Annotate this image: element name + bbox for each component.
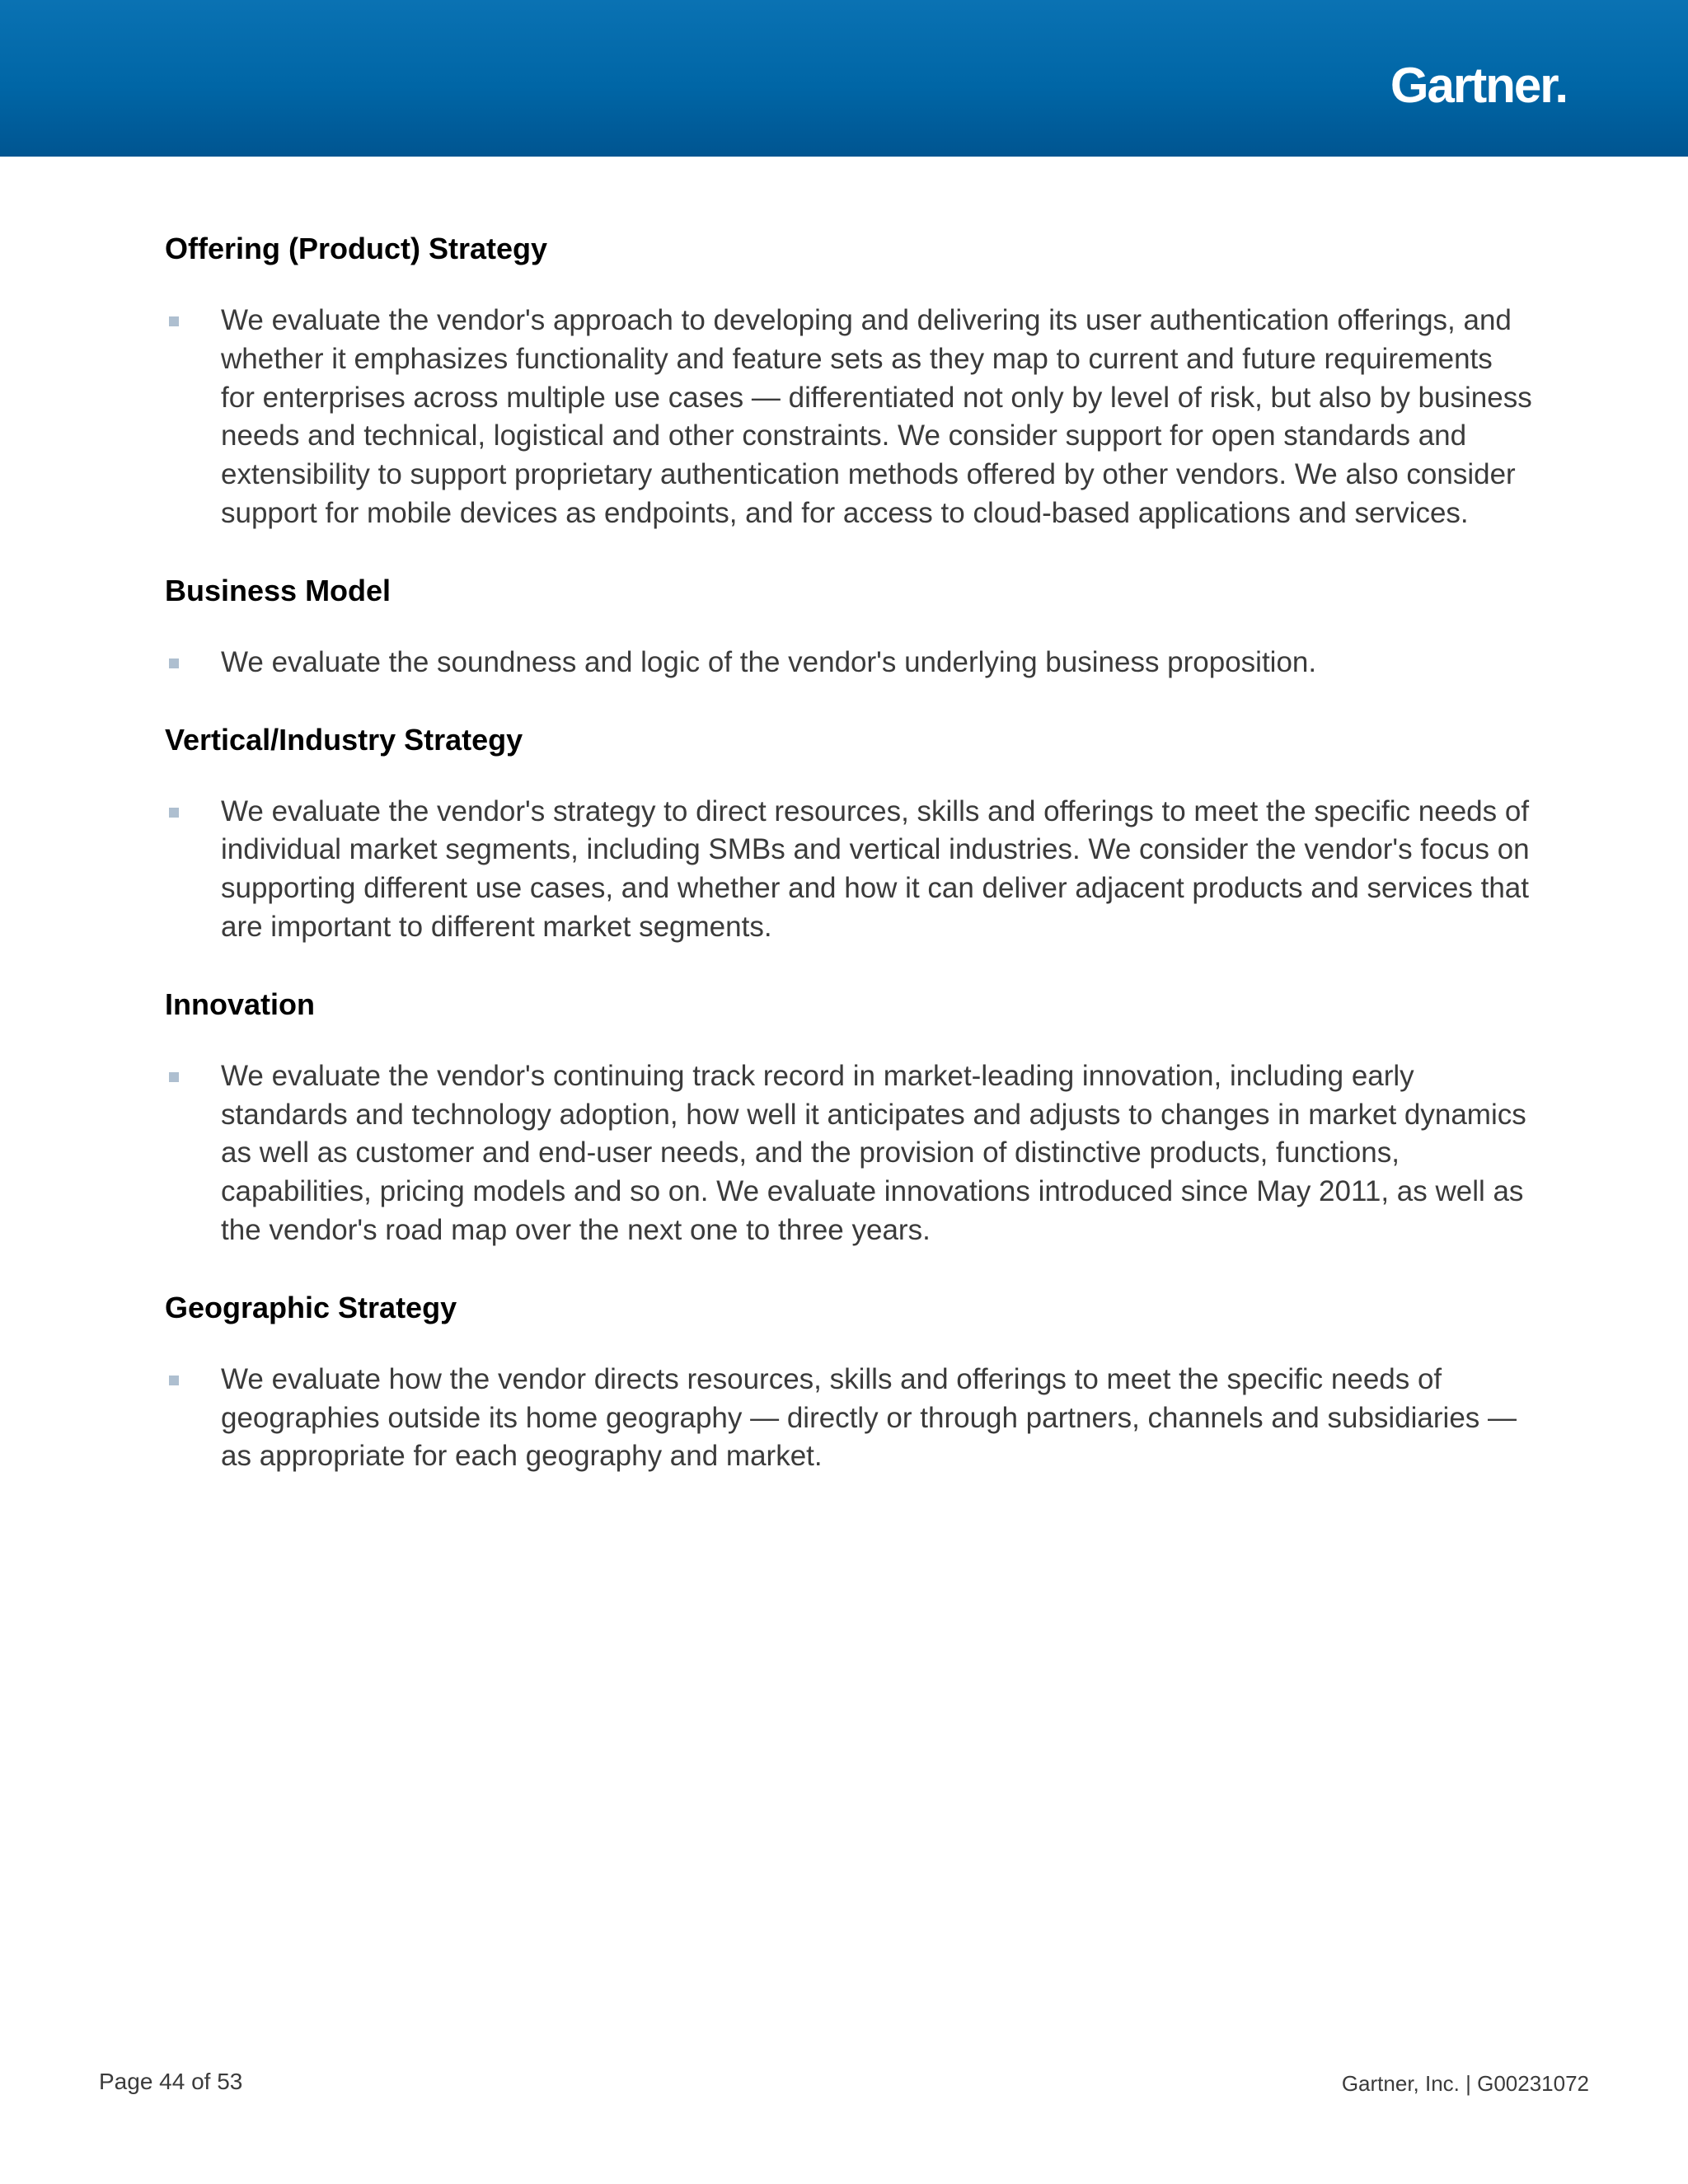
logo-text: Gartner [1390,58,1555,113]
page-number: Page 44 of 53 [99,2069,243,2094]
bullet-text: We evaluate the soundness and logic of the vendor's underlying business proposition. [221,645,1317,678]
logo-dot: . [1554,58,1567,113]
bullet-text: We evaluate the vendor's continuing track record in market-leading innovation, including early standards and technology adoption, how well it anticipates and adjusts to changes in market dynamics as well as customer and end-user needs, and the provision of distinctive products, functions, capabilities, pricing models and so on. We evaluate innovations introduced since May 2011, as well as the vendor's road map over the next one to three years. [221,1059,1526,1246]
section-heading: Innovation [165,987,315,1021]
document-body [165,229,1533,1514]
bullet-item [165,793,1533,947]
section-business-model [165,571,1533,682]
document-id: Gartner, Inc. | G00231072 [1341,2071,1589,2096]
bullet-text: We evaluate the vendor's strategy to direct resources, skills and offerings to meet the specific needs of individual market segments, including SMBs and vertical industries. We consider the vendor's focus on supporting different use cases, and whether and how it can deliver adjacent products and services that are important to different market segments. [221,794,1530,943]
section-vertical-industry-strategy [165,720,1533,947]
bullet-item [165,1361,1533,1476]
square-bullet-icon [169,316,179,326]
square-bullet-icon [169,808,179,818]
bullet-text: We evaluate how the vendor directs resources, skills and offerings to meet the specific needs of geographies outside its home geography — directly or through partners, channels and subsidiaries — as appropriate for each geography and market. [221,1362,1517,1473]
section-innovation [165,985,1533,1250]
square-bullet-icon [169,658,179,668]
bullet-text: We evaluate the vendor's approach to developing and delivering its user authentication offerings, and whether it emphasizes functionality and feature sets as they map to current and future requirements for enterprises across multiple use cases — differentiated not only by level of risk, but also by business needs and technical, logistical and other constraints. We consider support for open standards and extensibility to support proprietary authentication methods offered by other vendors. We also consider support for mobile devices as endpoints, and for access to cloud-based applications and services. [221,304,1532,529]
section-heading: Business Model [165,573,392,607]
gartner-logo [1390,58,1567,113]
section-heading: Geographic Strategy [165,1290,457,1324]
section-geographic-strategy [165,1288,1533,1476]
square-bullet-icon [169,1072,179,1082]
bullet-item [165,302,1533,533]
bullet-item [165,1057,1533,1250]
section-heading: Vertical/Industry Strategy [165,722,523,757]
square-bullet-icon [169,1376,179,1385]
header-band [0,0,1688,157]
section-heading: Offering (Product) Strategy [165,232,548,265]
bullet-item [165,644,1533,682]
section-offering-strategy [165,229,1533,533]
